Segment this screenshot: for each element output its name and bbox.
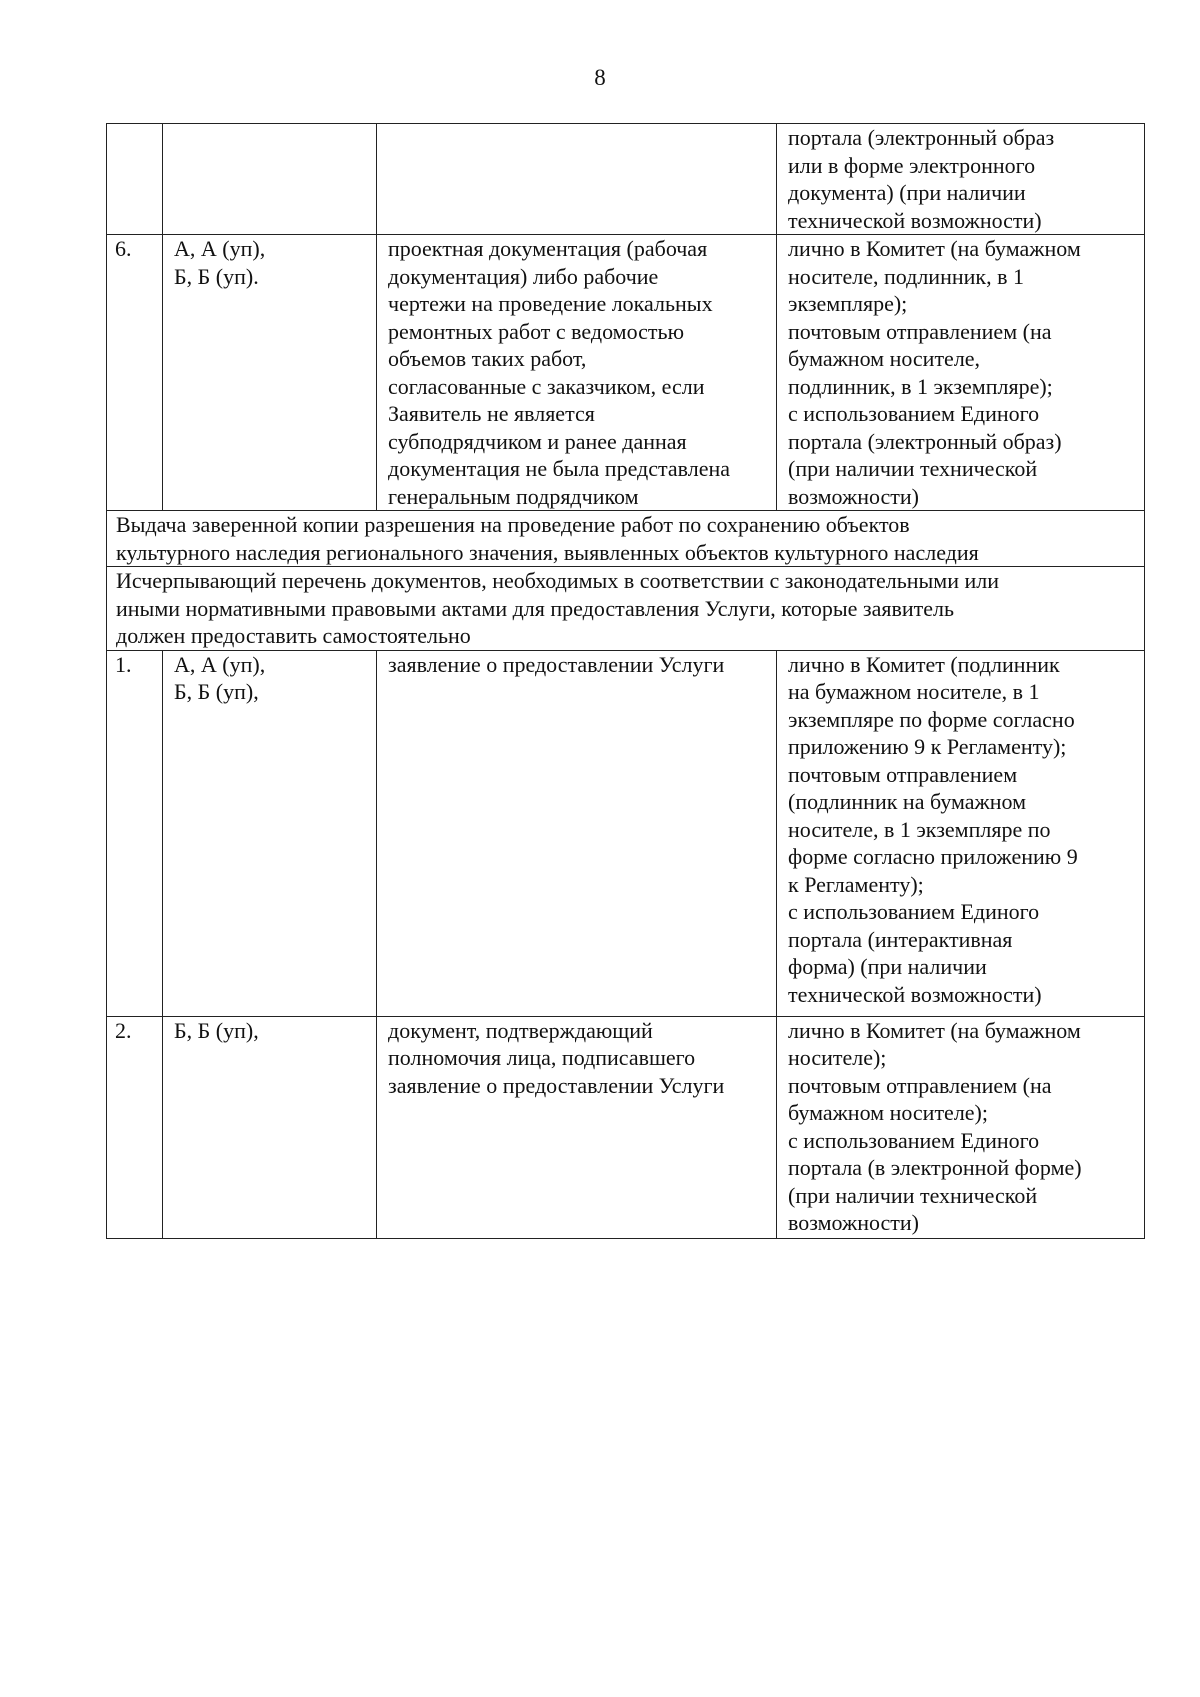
submission-cell xyxy=(777,650,1145,1016)
applicants-cell xyxy=(163,650,377,1016)
applicants-cell xyxy=(163,124,377,235)
document-cell xyxy=(377,650,777,1016)
table-row xyxy=(107,650,1145,1016)
table-row xyxy=(107,1016,1145,1238)
row-number-cell xyxy=(107,235,163,511)
subsection-heading-row xyxy=(107,567,1145,651)
row-number-cell xyxy=(107,124,163,235)
submission-cell xyxy=(777,124,1145,235)
subsection-heading-cell xyxy=(107,567,1145,651)
document-cell xyxy=(377,235,777,511)
subsection-heading: Исчерпывающий перечень документов, необходимых в соответствии с законодательными или иными нормативными правовыми актами для предоставления Услуги, которые заявитель должен предоставить самостоятельно xyxy=(116,568,999,648)
submission-cell xyxy=(777,1016,1145,1238)
section-heading: Выдача заверенной копии разрешения на проведение работ по сохранению объектов культурного наследия регионального значения, выявленных объектов культурного наследия xyxy=(116,512,979,565)
applicants-cell xyxy=(163,1016,377,1238)
row-number: 1. xyxy=(115,651,132,677)
submission-cell xyxy=(777,235,1145,511)
submission-methods: лично в Комитет (подлинник на бумажном носителе, в 1 экземпляре по форме согласно приложению 9 к Регламенту); почтовым отправлением (подлинник на бумажном носителе, в 1 экземпляре по форме согласно приложению 9 к Регламенту); с использованием Единого портала (интерактивная форма) (при наличии технической возможности) xyxy=(788,651,1078,1007)
applicant-categories: А, А (уп), Б, Б (уп). xyxy=(174,236,266,289)
applicants-cell xyxy=(163,235,377,511)
document-description: документ, подтверждающий полномочия лица, подписавшего заявление о предоставлении Услуги xyxy=(388,1017,725,1098)
section-heading-row xyxy=(107,511,1145,567)
submission-methods: лично в Комитет (на бумажном носителе); почтовым отправлением (на бумажном носителе); с использованием Единого портала (в электронной форме) (при наличии технической возможности) xyxy=(788,1017,1082,1235)
document-description: проектная документация (рабочая документация) либо рабочие чертежи на проведение локальных ремонтных работ с ведомостью объемов таких работ, согласованные с заказчиком, если Заявитель не является субподрядчиком и ранее данная документация не была представлена генеральным подрядчиком xyxy=(388,236,731,509)
document-cell xyxy=(377,124,777,235)
row-number-cell xyxy=(107,650,163,1016)
document-description: заявление о предоставлении Услуги xyxy=(388,651,725,677)
table-row xyxy=(107,235,1145,511)
document-cell xyxy=(377,1016,777,1238)
submission-methods: лично в Комитет (на бумажном носителе, подлинник, в 1 экземпляре); почтовым отправлением (на бумажном носителе, подлинник, в 1 экземпляре); с использованием Единого портала (электронный образ) (при наличии технической возможности) xyxy=(788,236,1081,509)
row-number: 2. xyxy=(115,1017,132,1043)
applicant-categories: Б, Б (уп), xyxy=(174,1017,259,1043)
applicant-categories: А, А (уп), Б, Б (уп), xyxy=(174,651,266,704)
section-heading-cell xyxy=(107,511,1145,567)
submission-methods: портала (электронный образ или в форме электронного документа) (при наличии технической возможности) xyxy=(788,125,1055,233)
page-number: 8 xyxy=(594,65,606,90)
table-row xyxy=(107,124,1145,235)
documents-table xyxy=(106,123,1145,1239)
row-number-cell xyxy=(107,1016,163,1238)
row-number: 6. xyxy=(115,236,132,261)
